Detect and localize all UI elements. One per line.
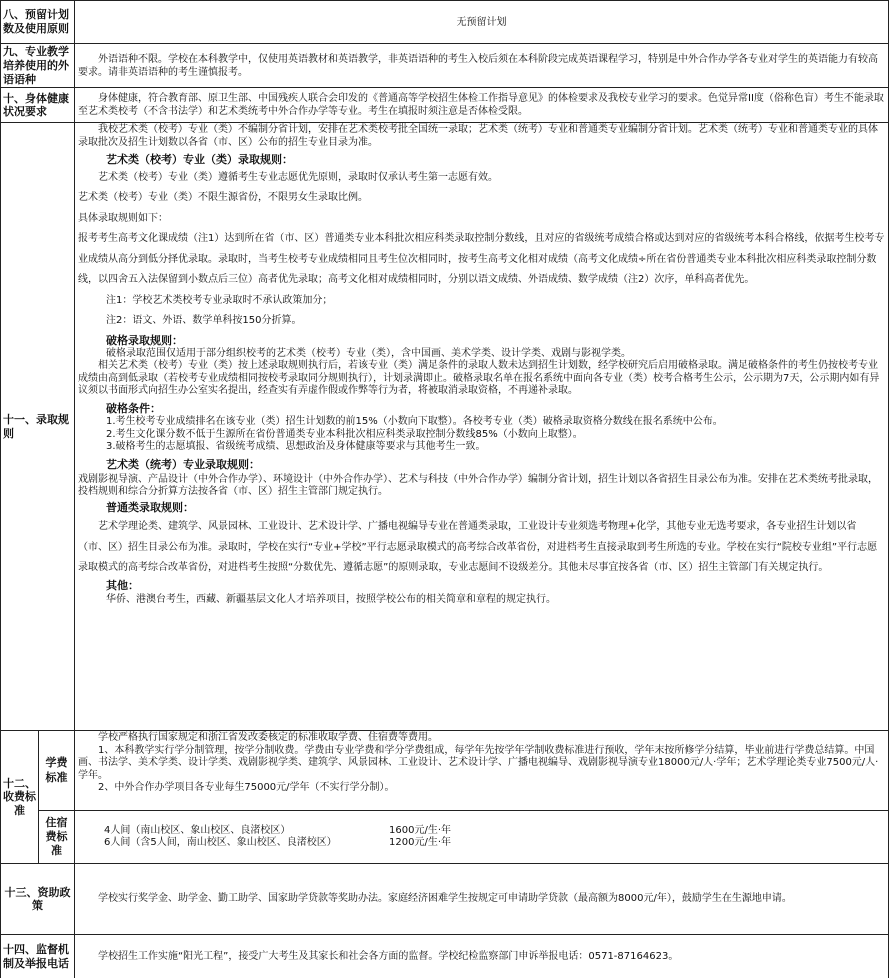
paragraph: 戏剧影视导演、产品设计（中外合作办学）、环境设计（中外合作办学）、艺术与科技（中外合作办学）编制分省计划，招生计划以各省招生目录公布为准。安排在艺术类统考批录取，投档规则和综合分折算方法按各省（市、区）招生主管部门规定执行。 bbox=[78, 473, 878, 498]
row-content bbox=[75, 864, 889, 935]
row-label: 十四、监督机制及举报电话 bbox=[1, 935, 75, 978]
school-exam-rules bbox=[78, 168, 885, 332]
paragraph: 艺术类（校考）专业（类）遵循考生专业志愿优先原则，录取时仅承认考生第一志愿有效。 bbox=[98, 171, 498, 183]
row-financial-aid bbox=[1, 864, 889, 935]
row-admission-rules bbox=[1, 123, 889, 731]
dorm-type: 4人间（南山校区、象山校区、良渚校区） bbox=[104, 824, 291, 836]
row-label: 十三、资助政策 bbox=[1, 864, 75, 935]
section-heading: 艺术类（校考）专业（类）录取规则： bbox=[106, 153, 293, 167]
paragraph: 学校实行奖学金、助学金、勤工助学、国家助学贷款等奖助办法。家庭经济困难学生按规定可申请助学贷款（最高额为8000元/年），鼓励学生在生源地申请。 bbox=[98, 893, 792, 905]
row-accommodation bbox=[1, 811, 889, 864]
dorm-type: 6人间（含5人间，南山校区、象山校区、良渚校区） bbox=[104, 837, 337, 849]
note: 注1：学校艺术类校考专业录取时不承认政策加分； bbox=[106, 294, 333, 306]
row-content bbox=[75, 88, 889, 123]
section-heading: 破格录取规则： bbox=[106, 333, 183, 347]
section-heading: 普通类录取规则： bbox=[106, 500, 194, 514]
row-label: 十一、录取规则 bbox=[1, 123, 75, 731]
dorm-row bbox=[78, 825, 885, 838]
row-supervision bbox=[1, 935, 889, 978]
dorm-fee: 1600元/生·年 bbox=[389, 824, 451, 836]
paragraph: 学校招生工作实施“阳光工程”，接受广大考生及其家长和社会各方面的监督。学校纪检监察部门申诉举报电话：0571-87164623。 bbox=[98, 951, 679, 963]
section-heading: 其他： bbox=[106, 578, 139, 592]
paragraph: 1、本科教学实行学分制管理，按学分制收费。学费由专业学费和学分学费组成，每学年先按学年学制收费标准进行预收，学年末按所修学分结算，毕业前进行学费总结算。中国画、书法学、美术学类、设计学类、戏剧影视学类、建筑学、风景园林、工业设计、艺术设计学、广播电视编导、戏剧影视导演专业18000元/人·学年；艺术学理论类专业7500元/人·学年。 bbox=[78, 744, 879, 781]
condition-item: 1.考生校考专业成绩排名在该专业（类）招生计划数的前15%（小数向下取整）。各校考专业（类）破格录取资格分数线在报名系统中公布。 bbox=[106, 416, 723, 428]
paragraph: 2、中外合作办学项目各专业每生75000元/学年（不实行学分制）。 bbox=[98, 782, 395, 794]
row-tuition bbox=[1, 731, 889, 811]
row-label: 十二、收费标准 bbox=[1, 731, 39, 864]
paragraph: 具体录取规则如下： bbox=[78, 212, 168, 224]
intro-paragraph: 我校艺术类（校考）专业（类）不编制分省计划，安排在艺术类校考批全国统一录取；艺术类（统考）专业和普通类专业编制分省计划。艺术类（统考）专业和普通类专业的具体录取批次及招生计划数以各省（市、区）公布的招生专业目录为准。 bbox=[78, 124, 878, 148]
paragraph: 学校严格执行国家规定和浙江省发改委核定的标准收取学费、住宿费等费用。 bbox=[98, 732, 438, 744]
row-content bbox=[75, 811, 889, 864]
row-content bbox=[75, 731, 889, 811]
dorm-fee: 1200元/生·年 bbox=[389, 837, 451, 849]
sub-label: 学费标准 bbox=[39, 731, 75, 811]
section-heading: 艺术类（统考）专业录取规则： bbox=[106, 457, 260, 471]
note: 注2：语文、外语、数学单科按150分折算。 bbox=[106, 315, 302, 327]
paragraph: 华侨、港澳台考生，西藏、新疆基层文化人才培养项目，按照学校公布的相关简章和章程的规定执行。 bbox=[106, 594, 556, 606]
row-reserved-plan bbox=[1, 1, 889, 44]
row-label: 九、专业教学培养使用的外语语种 bbox=[1, 44, 75, 88]
paragraph: 艺术学理论类、建筑学、风景园林、工业设计、艺术设计学、广播电视编导专业在普通类录取，工业设计专业须选考物理+化学，其他专业无选考要求，各专业招生计划以省（市、区）招生目录公布为准。录取时，学校在实行“专业+学校”平行志愿录取模式的高考综合改革省份，对进档考生直接录取到考生所选的专业。学校在实行“院校专业组”平行志愿录取模式的高考综合改革省份，对进档考生按照“分数优先、遵循志愿”的原则录取，专业志愿间不设级差分。其他未尽事宜按各省（市、区）招生主管部门有关规定执行。 bbox=[78, 521, 878, 574]
sub-label: 住宿费标准 bbox=[39, 811, 75, 864]
paragraph: 报考考生高考文化课成绩（注1）达到所在省（市、区）普通类专业本科批次相应科类录取控制分数线，且对应的省级统考成绩合格或达到对应的省级统考本科合格线，依据考生校考专业成绩从高分到低分择优录取。录取时，当考生校考专业成绩相同且考生位次相同时，按考生高考文化相对成绩（高考文化成绩÷所在省份普通类专业本科批次相应科类录取控制分数线，以四舍五入法保留到小数点后三位）高者优先录取；高考文化相对成绩相同时，分别以语文成绩、外语成绩、数学成绩（注2）次序，单科高者优先。 bbox=[78, 233, 885, 286]
row-label: 十、身体健康状况要求 bbox=[1, 88, 75, 123]
row-foreign-language bbox=[1, 44, 889, 88]
paragraph: 艺术类（校考）专业（类）不限生源省份，不限男女生录取比例。 bbox=[78, 192, 368, 204]
paragraph: 破格录取范围仅适用于部分组织校考的艺术类（校考）专业（类），含中国画、美术学类、设计学类、戏剧与影视学类。 bbox=[106, 347, 631, 359]
row-content bbox=[75, 935, 889, 978]
row-label: 八、预留计划数及使用原则 bbox=[1, 1, 75, 44]
section-heading: 破格条件： bbox=[106, 401, 161, 415]
paragraph: 相关艺术类（校考）专业（类）按上述录取规则执行后，若该专业（类）满足条件的录取人数未达到招生计划数，经学校研究后启用破格录取。满足破格条件的考生仍按校考专业成绩由高到低录取（若校考专业成绩相同按校考录取同分规则执行），计划录满即止。破格录取名单在报名系统中面向各专业（类）校考合格考生公示，公示期为7天，公示期内如有异议须以书面形式向招生办公室实名提出，经查实有弄虚作假或作弊等行为者，将被取消录取资格，不再递补录取。 bbox=[78, 360, 880, 397]
paragraph: 身体健康，符合教育部、原卫生部、中国残疾人联合会印发的《普通高等学校招生体检工作指导意见》的体检要求及我校专业学习的要求。色觉异常II度（俗称色盲）考生不能录取至艺术类校考（不含书法学）和艺术类统考中外合作办学等专业。考生在填报时须注意是否体检受限。 bbox=[78, 93, 884, 118]
dorm-row bbox=[78, 837, 885, 850]
row-content: 无预留计划 bbox=[75, 1, 889, 44]
row-content bbox=[75, 44, 889, 88]
condition-item: 3.破格考生的志愿填报、省级统考成绩、思想政治及身体健康等要求与其他考生一致。 bbox=[106, 441, 486, 453]
paragraph: 外语语种不限。学校在本科教学中，仅使用英语教材和英语教学，非英语语种的考生入校后须在本科阶段完成英语课程学习，特别是中外合作办学各专业对学生的英语能力有较高要求。请非英语语种的考生谨慎报考。 bbox=[78, 53, 878, 78]
row-health-requirements bbox=[1, 88, 889, 123]
row-content bbox=[75, 123, 889, 731]
condition-item: 2.考生文化课分数不低于生源所在省份普通类专业本科批次相应科类录取控制分数线85%（小数向上取整）。 bbox=[106, 428, 583, 440]
